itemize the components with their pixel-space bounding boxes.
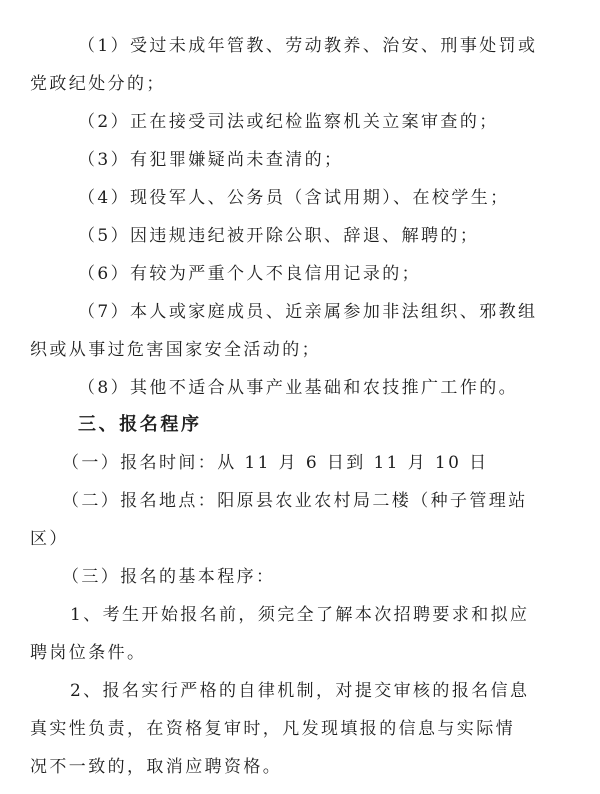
section-heading: 三、报名程序 bbox=[78, 414, 202, 435]
procedure-step-2-continued: 真实性负责，在资格复审时，凡发现填报的信息与实际情 bbox=[30, 719, 515, 739]
registration-procedure-title: （三）报名的基本程序： bbox=[62, 567, 276, 587]
disqualification-item-1: （1）受过未成年管教、劳动教养、治安、刑事处罚或 bbox=[78, 36, 538, 56]
disqualification-item-2: （2）正在接受司法或纪检监察机关立案审查的； bbox=[78, 112, 499, 132]
disqualification-item-1-continued: 党政纪处分的； bbox=[30, 74, 166, 94]
procedure-step-1-continued: 聘岗位条件。 bbox=[30, 643, 147, 663]
disqualification-item-6: （6）有较为严重个人不良信用记录的； bbox=[78, 264, 422, 284]
disqualification-item-8: （8）其他不适合从事产业基础和农技推广工作的。 bbox=[78, 378, 519, 398]
procedure-step-2: 2、报名实行严格的自律机制，对提交审核的报名信息 bbox=[70, 681, 530, 701]
disqualification-item-4: （4）现役军人、公务员（含试用期）、在校学生； bbox=[78, 188, 510, 208]
registration-location-continued: 区） bbox=[30, 529, 69, 549]
disqualification-item-3: （3）有犯罪嫌疑尚未查清的； bbox=[78, 150, 344, 170]
disqualification-item-7: （7）本人或家庭成员、近亲属参加非法组织、邪教组 bbox=[78, 302, 538, 322]
registration-time: （一）报名时间：从 11 月 6 日到 11 月 10 日 bbox=[62, 453, 489, 473]
disqualification-item-7-continued: 织或从事过危害国家安全活动的； bbox=[30, 340, 321, 360]
disqualification-item-5: （5）因违规违纪被开除公职、辞退、解聘的； bbox=[78, 226, 480, 246]
procedure-step-1: 1、考生开始报名前，须完全了解本次招聘要求和拟应 bbox=[70, 605, 530, 625]
registration-location: （二）报名地点：阳原县农业农村局二楼（种子管理站 bbox=[62, 491, 528, 511]
procedure-step-2-continued-2: 况不一致的，取消应聘资格。 bbox=[30, 757, 283, 777]
